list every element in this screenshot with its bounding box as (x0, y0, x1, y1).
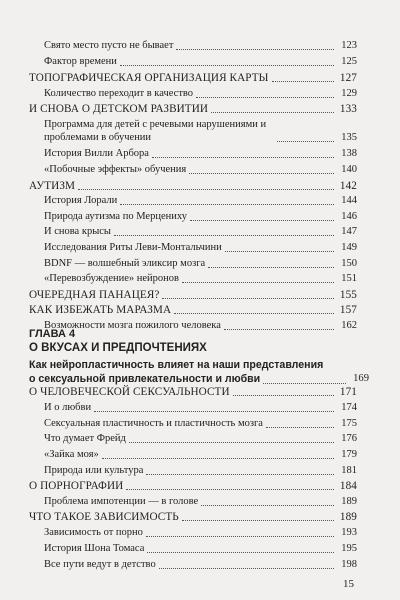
toc-entry (44, 449, 357, 461)
leader-dots (208, 267, 334, 268)
toc-entry (44, 226, 357, 238)
leader-dots (266, 427, 334, 428)
leader-dots (126, 489, 334, 490)
toc-section-page: 157 (339, 304, 357, 316)
toc-section-title: И СНОВА О ДЕТСКОМ РАЗВИТИИ (29, 103, 209, 115)
toc-entry-title: Количество переходит в качество (44, 88, 194, 99)
toc-section (29, 511, 357, 523)
toc-section (29, 103, 357, 115)
toc-entry-page: 150 (341, 258, 357, 269)
leader-dots (277, 141, 334, 142)
toc-entry (44, 242, 357, 254)
leader-dots (233, 395, 334, 396)
toc-entry-page: 162 (341, 320, 357, 331)
chapter-title: О ВКУСАХ И ПРЕДПОЧТЕНИЯХ (29, 342, 207, 354)
toc-entry (44, 56, 357, 68)
leader-dots (102, 458, 334, 459)
leader-dots (272, 81, 334, 82)
leader-dots (120, 204, 334, 205)
toc-entry-page: 198 (341, 559, 357, 570)
toc-section-page: 189 (339, 511, 357, 523)
toc-entry (44, 402, 357, 414)
toc-entry-page: 193 (341, 527, 357, 538)
toc-entry-title: История Лорали (44, 195, 118, 206)
leader-dots (146, 474, 334, 475)
toc-entry-page: 140 (341, 164, 357, 175)
toc-section (29, 72, 357, 84)
toc-entry (44, 119, 357, 144)
toc-entry-title: История Вилли Арбора (44, 148, 149, 159)
toc-entry-title: Природа или культура (44, 465, 144, 476)
leader-dots (78, 189, 334, 190)
toc-section-page: 133 (339, 103, 357, 115)
leader-dots (182, 282, 334, 283)
toc-entry-page: 149 (341, 242, 357, 253)
toc-entry-title: Природа аутизма по Мерцениху (44, 211, 187, 222)
toc-entry (44, 164, 357, 176)
toc-entry (44, 273, 357, 285)
toc-entry-page: 147 (341, 226, 357, 237)
toc-entry-title: Исследования Риты Леви-Монтальчини (44, 242, 222, 253)
toc-entry-title: И снова крысы (44, 226, 111, 237)
toc-entry (44, 211, 357, 223)
toc-section-page: 184 (339, 480, 357, 492)
toc-entry (44, 465, 357, 477)
leader-dots (182, 520, 334, 521)
toc-entry-title: Все пути ведут в детство (44, 559, 156, 570)
toc-section (29, 180, 357, 192)
leader-dots (147, 552, 334, 553)
toc-entry-page: 179 (341, 449, 357, 460)
leader-dots (189, 173, 334, 174)
leader-dots (190, 220, 334, 221)
toc-entry-title: Возможности мозга пожилого человека (44, 320, 221, 331)
leader-dots (114, 235, 334, 236)
toc-entry-page: 174 (341, 402, 357, 413)
toc-entry (44, 40, 357, 52)
toc-entry (44, 195, 357, 207)
toc-entry-page: 195 (341, 543, 357, 554)
toc-section-page: 127 (339, 72, 357, 84)
toc-entry-page: 176 (341, 433, 357, 444)
toc-entry-page: 146 (341, 211, 357, 222)
toc-entry-title: «Побочные эффекты» обучения (44, 164, 187, 175)
leader-dots (263, 383, 346, 384)
toc-entry (44, 496, 357, 508)
page-number: 15 (343, 578, 354, 590)
toc-entry (44, 88, 357, 100)
leader-dots (162, 298, 334, 299)
toc-entry-title: «Перевозбуждение» нейронов (44, 273, 179, 284)
toc-section-title: ТОПОГРАФИЧЕСКАЯ ОРГАНИЗАЦИЯ КАРТЫ (29, 72, 269, 84)
toc-section-title: О ПОРНОГРАФИИ (29, 480, 124, 492)
toc-section-title: КАК ИЗБЕЖАТЬ МАРАЗМА (29, 304, 172, 316)
chapter-subtitle-page: 169 (353, 373, 369, 384)
toc-entry-title: «Зайка моя» (44, 449, 99, 460)
toc-section (29, 480, 357, 492)
toc-entry (44, 320, 357, 332)
toc-entry (44, 148, 357, 160)
chapter-subtitle (29, 358, 369, 386)
toc-entry-title: Фактор времени (44, 56, 117, 67)
toc-section-page: 171 (339, 386, 357, 398)
toc-section-page: 155 (339, 289, 357, 301)
toc-entry-title: Программа для детей с речевыми нарушениями и проблемами в обучении (44, 119, 267, 143)
toc-entry-page: 151 (341, 273, 357, 284)
toc-entry (44, 543, 357, 555)
chapter-subtitle-line2: о сексуальной привлекательности и любви (29, 373, 261, 385)
toc-section (29, 386, 357, 398)
leader-dots (152, 157, 334, 158)
toc-entry-title: Зависимость от порно (44, 527, 143, 538)
toc-section-title: ОЧЕРЕДНАЯ ПАНАЦЕЯ? (29, 289, 160, 301)
leader-dots (159, 568, 334, 569)
toc-entry-title: История Шона Томаса (44, 543, 145, 554)
toc-section-title: АУТИЗМ (29, 180, 76, 192)
leader-dots (120, 65, 334, 66)
toc-entry-page: 189 (341, 496, 357, 507)
toc-entry (44, 433, 357, 445)
leader-dots (201, 505, 334, 506)
toc-section-title: О ЧЕЛОВЕЧЕСКОЙ СЕКСУАЛЬНОСТИ (29, 386, 230, 398)
leader-dots (211, 112, 334, 113)
toc-entry-page: 129 (341, 88, 357, 99)
toc-section (29, 289, 357, 301)
toc-entry-title: Сексуальная пластичность и пластичность мозга (44, 418, 263, 429)
leader-dots (176, 49, 334, 50)
leader-dots (224, 329, 334, 330)
toc-entry-page: 181 (341, 465, 357, 476)
toc-entry-title: BDNF — волшебный эликсир мозга (44, 258, 206, 269)
toc-entry-page: 125 (341, 56, 357, 67)
toc-entry-title: И о любви (44, 402, 92, 413)
toc-entry-page: 144 (341, 195, 357, 206)
toc-entry (44, 527, 357, 539)
toc-entry-page: 135 (341, 132, 357, 143)
chapter-label: ГЛАВА 4 (29, 328, 76, 340)
toc-entry (44, 258, 357, 270)
leader-dots (225, 251, 334, 252)
leader-dots (174, 313, 334, 314)
toc-section (29, 304, 357, 316)
toc-section-page: 142 (339, 180, 357, 192)
leader-dots (94, 411, 334, 412)
chapter-subtitle-line1: Как нейропластичность влияет на наши представления (29, 359, 324, 371)
toc-entry-title: Что думает Фрейд (44, 433, 126, 444)
leader-dots (146, 536, 334, 537)
toc-section-title: ЧТО ТАКОЕ ЗАВИСИМОСТЬ (29, 511, 179, 523)
toc-entry-page: 138 (341, 148, 357, 159)
leader-dots (196, 97, 334, 98)
toc-entry-title: Проблема импотенции — в голове (44, 496, 199, 507)
toc-entry-page: 123 (341, 40, 357, 51)
toc-entry (44, 418, 357, 430)
toc-entry (44, 559, 357, 571)
chapter-subtitle-row (29, 372, 369, 386)
leader-dots (129, 442, 334, 443)
toc-entry-title: Свято место пусто не бывает (44, 40, 174, 51)
toc-entry-page: 175 (341, 418, 357, 429)
